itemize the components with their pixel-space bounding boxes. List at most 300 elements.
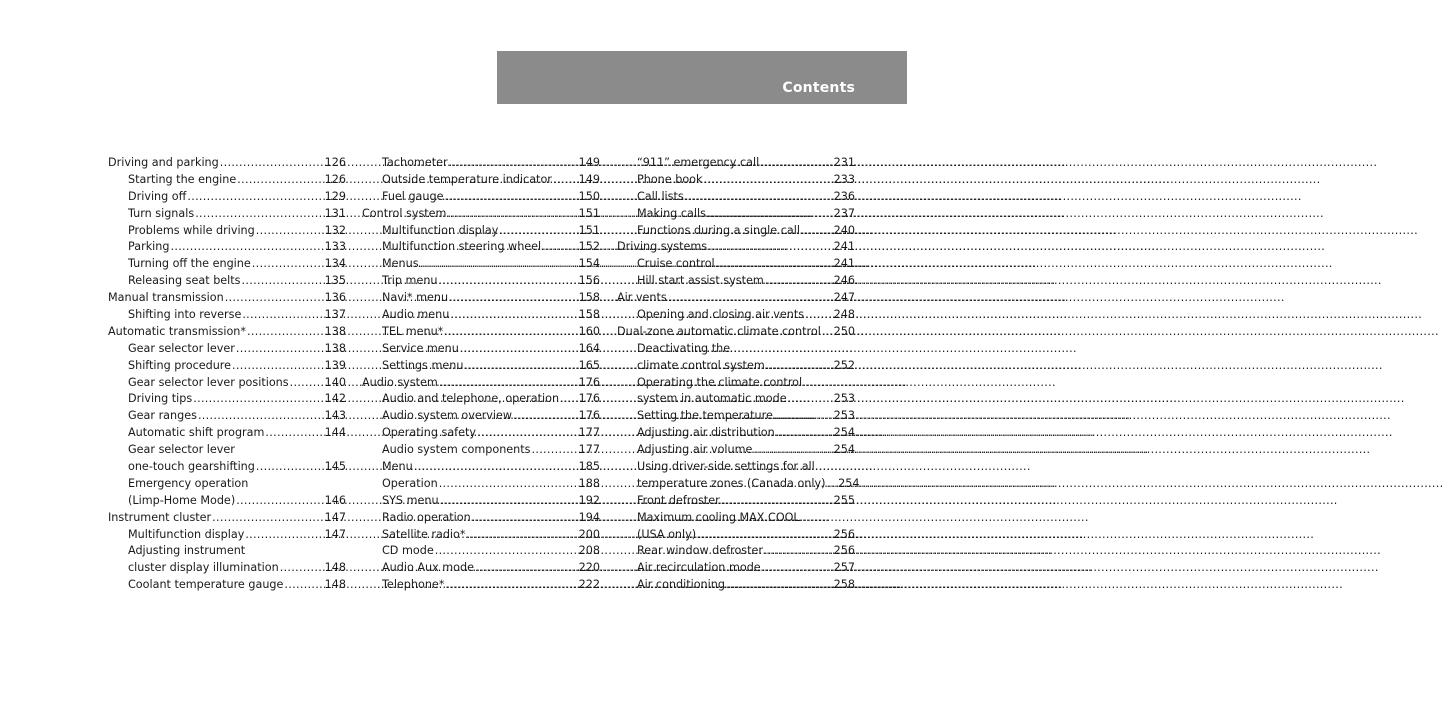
dot-leader	[445, 577, 571, 594]
toc-entry-title: Driving tips	[128, 392, 193, 406]
dot-leader	[439, 375, 571, 392]
toc-entry[interactable]	[617, 324, 855, 341]
toc-entry-page-number: 165	[578, 358, 600, 372]
toc-entry-page-number: 158	[578, 308, 600, 322]
toc-entry-title: Menus	[382, 257, 419, 271]
toc-entry-title: Releasing seat belts	[128, 274, 241, 288]
toc-entry[interactable]	[617, 577, 855, 594]
toc-entry[interactable]	[617, 341, 855, 358]
toc-entry[interactable]	[617, 476, 860, 493]
toc-entry-title: Outside temperature indicator	[382, 172, 552, 186]
dot-leader	[440, 493, 571, 510]
toc-entry-title: Driving off	[128, 189, 187, 203]
toc-entry-title: Settings menu	[382, 358, 464, 372]
dot-leader	[449, 290, 571, 307]
dot-leader	[212, 510, 317, 527]
toc-entry-title: one-touch gearshifting	[128, 460, 255, 474]
toc-entry-title: Air recirculation mode	[637, 561, 761, 575]
dot-leader	[553, 172, 571, 189]
dot-leader	[252, 256, 317, 273]
toc-entry[interactable]	[362, 206, 600, 223]
toc-entry[interactable]	[362, 493, 600, 510]
toc-entry[interactable]	[362, 425, 600, 442]
toc-entry[interactable]	[362, 476, 600, 493]
toc-entry[interactable]	[108, 324, 346, 341]
toc-entry-title: Multifunction display	[128, 527, 245, 541]
toc-entry[interactable]	[617, 375, 855, 392]
toc-entry[interactable]	[362, 459, 600, 476]
dot-leader	[242, 273, 317, 290]
toc-entry[interactable]	[108, 510, 346, 527]
dot-leader	[232, 358, 317, 375]
toc-entry-title: Adjusting instrument	[128, 544, 246, 558]
toc-entry[interactable]	[617, 442, 855, 459]
toc-entry-page-number: 177	[578, 443, 600, 457]
toc-entry-page-number: 140	[324, 375, 346, 389]
toc-entry[interactable]	[362, 172, 600, 189]
toc-entry[interactable]	[362, 375, 600, 392]
toc-entry[interactable]	[617, 256, 855, 273]
toc-entry[interactable]	[362, 527, 600, 544]
toc-entry-page-number: 139	[324, 358, 346, 372]
toc-entry-page-number: 148	[324, 578, 346, 592]
toc-entry[interactable]	[108, 172, 346, 189]
toc-entry[interactable]	[362, 273, 600, 290]
toc-entry-title: Coolant temperature gauge	[128, 578, 284, 592]
toc-entry-page-number: 149	[578, 156, 600, 169]
toc-entry-page-number: 147	[324, 510, 346, 524]
toc-entry-page-number: 129	[324, 189, 346, 203]
toc-entry[interactable]	[617, 206, 855, 223]
toc-entry-title: Operating the climate control	[637, 375, 803, 389]
toc-entry[interactable]	[362, 408, 600, 425]
dot-leader	[477, 425, 571, 442]
toc-entry-page-number: 133	[324, 240, 346, 254]
toc-entry[interactable]	[108, 493, 346, 510]
toc-entry[interactable]	[108, 189, 346, 206]
toc-column-3	[617, 155, 860, 594]
toc-entry-title: Adjusting air volume	[637, 443, 753, 457]
toc-entry-page-number: 250	[833, 324, 855, 338]
toc-entry-title: Maximum cooling MAX COOL	[637, 510, 800, 524]
dot-leader	[236, 493, 317, 510]
toc-entry-page-number: 131	[324, 206, 346, 220]
toc-entry-title: “911” emergency call	[637, 156, 760, 169]
toc-entry-page-number: 126	[324, 156, 346, 169]
toc-entry[interactable]	[362, 290, 600, 307]
dot-leader	[245, 527, 317, 544]
toc-entry-page-number: 137	[324, 308, 346, 322]
dot-leader	[265, 425, 317, 442]
toc-entry-page-number: 240	[833, 223, 855, 237]
toc-entry-title: Instrument cluster	[108, 510, 212, 524]
dot-leader	[280, 560, 317, 577]
toc-entry-page-number: 142	[324, 392, 346, 406]
dot-leader	[187, 189, 317, 206]
toc-entry-page-number: 151	[578, 223, 600, 237]
dot-leader	[290, 375, 317, 392]
toc-entry-page-number: 256	[833, 544, 855, 558]
toc-entry-page-number: 134	[324, 257, 346, 271]
toc-entry-page-number: 236	[833, 189, 855, 203]
toc-entry[interactable]	[108, 358, 346, 375]
toc-entry-page-number: 147	[324, 527, 346, 541]
dot-leader	[449, 155, 571, 172]
toc-entry-page-number: 154	[578, 257, 600, 271]
toc-entry-title: Multifunction display	[382, 223, 499, 237]
dot-leader	[439, 476, 571, 493]
toc-entry-page-number: 145	[324, 460, 346, 474]
toc-entry-page-number: 237	[833, 206, 855, 220]
dot-leader	[247, 324, 317, 341]
toc-entry-page-number: 176	[578, 392, 600, 406]
toc-entry-title: Audio system components	[382, 443, 531, 457]
toc-entry-page-number: 200	[578, 527, 600, 541]
toc-entry-title: Gear selector lever positions	[128, 375, 289, 389]
toc-entry-title: (USA only)	[637, 527, 697, 541]
dot-leader	[708, 239, 826, 256]
dot-leader	[822, 324, 826, 341]
dot-leader	[762, 560, 826, 577]
toc-entry[interactable]	[617, 459, 855, 476]
toc-entry-title: Adjusting air distribution	[637, 426, 775, 440]
toc-entry-page-number: 253	[833, 392, 855, 406]
toc-entry-title: Air conditioning	[637, 578, 725, 592]
dot-leader	[721, 493, 826, 510]
toc-entry-page-number: 152	[578, 240, 600, 254]
toc-entry-page-number: 126	[324, 172, 346, 186]
toc-entry-title: Opening and closing air vents	[637, 308, 805, 322]
toc-entry-title: Navi* menu	[382, 291, 449, 305]
toc-entry-page-number: 192	[578, 493, 600, 507]
toc-entry-page-number: 253	[833, 409, 855, 423]
toc-entry-page-number: 233	[833, 172, 855, 186]
toc-entry[interactable]	[362, 324, 600, 341]
toc-entry-page-number: 194	[578, 510, 600, 524]
dot-leader	[193, 391, 317, 408]
toc-entry[interactable]	[617, 391, 855, 408]
toc-entry-title: Radio operation	[382, 510, 471, 524]
toc-entry-title: Setting the temperature	[637, 409, 773, 423]
toc-entry[interactable]	[362, 358, 600, 375]
toc-entry-title: Menu	[382, 460, 413, 474]
toc-entry-title: Turning off the engine	[128, 257, 251, 271]
toc-entry-page-number: 185	[578, 460, 600, 474]
toc-entry-title: (Limp-Home Mode)	[128, 493, 236, 507]
toc-entry[interactable]	[108, 408, 346, 425]
toc-column-1	[108, 155, 346, 594]
toc-entry-title: Shifting into reverse	[128, 308, 242, 322]
toc-entry[interactable]	[108, 239, 346, 256]
toc-entry-title: Trip menu	[382, 274, 438, 288]
toc-entry[interactable]	[617, 408, 855, 425]
dot-leader	[450, 307, 571, 324]
toc-entry-page-number: 257	[833, 561, 855, 575]
toc-entry-title: Multifunction steering wheel	[382, 240, 542, 254]
dot-leader	[685, 189, 826, 206]
toc-entry[interactable]	[362, 560, 600, 577]
toc-entry-title: Operation	[382, 476, 438, 490]
toc-entry-title: SYS menu	[382, 493, 439, 507]
toc-entry[interactable]	[617, 425, 855, 442]
toc-entry-page-number: 156	[578, 274, 600, 288]
toc-entry-page-number: 177	[578, 426, 600, 440]
toc-entry[interactable]	[362, 239, 600, 256]
toc-entry-title: Operating safety	[382, 426, 477, 440]
dot-leader	[256, 223, 317, 240]
dot-leader	[445, 189, 572, 206]
dot-leader	[707, 206, 826, 223]
dot-leader	[766, 358, 826, 375]
dot-leader	[472, 510, 571, 527]
toc-entry-page-number: 146	[324, 493, 346, 507]
toc-entry-page-number: 241	[833, 240, 855, 254]
toc-entry[interactable]	[108, 273, 346, 290]
toc-entry-page-number: 150	[578, 189, 600, 203]
toc-entry-title: Audio system	[362, 375, 438, 389]
toc-entry[interactable]	[362, 223, 600, 240]
dot-leader	[198, 408, 317, 425]
toc-entry[interactable]	[108, 543, 346, 560]
toc-entry[interactable]	[617, 189, 855, 206]
dot-leader	[236, 341, 317, 358]
toc-entry-page-number: 258	[833, 578, 855, 592]
dot-leader	[242, 307, 317, 324]
toc-entry[interactable]	[617, 510, 855, 527]
toc-entry-title: Satellite radio*	[382, 527, 466, 541]
toc-entry-title: Shifting procedure	[128, 358, 232, 372]
toc-entry[interactable]	[362, 189, 600, 206]
toc-entry[interactable]	[108, 560, 346, 577]
toc-entry-title: climate control system	[637, 358, 765, 372]
toc-entry-page-number: 164	[578, 341, 600, 355]
toc-entry-page-number: 138	[324, 341, 346, 355]
dot-leader	[668, 290, 826, 307]
toc-entry-title: Gear selector lever	[128, 443, 235, 457]
toc-entry-page-number: 158	[578, 291, 600, 305]
toc-entry[interactable]	[617, 560, 855, 577]
dot-leader	[447, 206, 571, 223]
toc-entry[interactable]	[617, 527, 855, 544]
toc-entry[interactable]	[617, 239, 855, 256]
toc-entry[interactable]	[108, 442, 346, 459]
toc-entry-title: Automatic shift program	[128, 426, 265, 440]
dot-leader	[716, 256, 826, 273]
dot-leader	[753, 442, 826, 459]
toc-entry[interactable]	[617, 223, 855, 240]
toc-entry[interactable]	[362, 307, 600, 324]
dot-leader	[560, 391, 571, 408]
dot-leader	[237, 172, 317, 189]
toc-entry-page-number: 138	[324, 324, 346, 338]
toc-entry-page-number: 160	[578, 324, 600, 338]
toc-entry-title: Audio Aux mode	[382, 561, 475, 575]
toc-entry[interactable]	[617, 155, 855, 172]
toc-entry-page-number: 231	[833, 156, 855, 169]
toc-entry-page-number: 252	[833, 358, 855, 372]
toc-entry-title: Rear window defroster	[637, 544, 763, 558]
dot-leader	[284, 577, 317, 594]
toc-entry-title: system in automatic mode	[637, 392, 787, 406]
dot-leader	[760, 155, 826, 172]
dot-leader	[788, 391, 826, 408]
toc-entry-page-number: 247	[833, 291, 855, 305]
toc-entry[interactable]	[108, 290, 346, 307]
dot-leader	[513, 408, 571, 425]
toc-entry-title: CD mode	[382, 544, 434, 558]
toc-entry[interactable]	[362, 155, 600, 172]
toc-entry[interactable]	[362, 391, 600, 408]
toc-entry-title: Gear ranges	[128, 409, 197, 423]
dot-leader	[531, 442, 571, 459]
toc-entry-title: Fuel gauge	[382, 189, 444, 203]
dot-leader	[801, 223, 826, 240]
toc-entry[interactable]	[108, 341, 346, 358]
dot-leader	[225, 290, 317, 307]
toc-entry[interactable]	[362, 341, 600, 358]
toc-entry-title: Turn signals	[128, 206, 195, 220]
toc-entry-title: Air vents	[617, 291, 667, 305]
toc-entry-page-number: 188	[578, 476, 600, 490]
toc-entry[interactable]	[617, 307, 855, 324]
toc-entry[interactable]	[108, 459, 346, 476]
toc-entry-title: Using driver-side settings for all	[637, 460, 815, 474]
toc-entry-title: temperature zones (Canada only)	[637, 476, 826, 490]
dot-leader	[435, 543, 571, 560]
toc-entry-title: Parking	[128, 240, 170, 254]
toc-entry[interactable]	[617, 493, 855, 510]
toc-entry[interactable]	[362, 442, 600, 459]
toc-entry-title: Call lists	[637, 189, 684, 203]
toc-entry-title: Dual-zone automatic climate control	[617, 324, 821, 338]
toc-entry-page-number: 136	[324, 291, 346, 305]
dot-leader	[466, 527, 571, 544]
toc-entry-page-number: 176	[578, 409, 600, 423]
toc-entry[interactable]	[108, 223, 346, 240]
toc-entry-title: Gear selector lever	[128, 341, 235, 355]
toc-entry-title: Problems while driving	[128, 223, 255, 237]
dot-leader	[170, 239, 317, 256]
toc-entry-page-number: 254	[833, 443, 855, 457]
toc-entry-title: Deactivating the	[637, 341, 731, 355]
toc-entry[interactable]	[617, 543, 855, 560]
dot-leader	[703, 172, 826, 189]
dot-leader	[464, 358, 571, 375]
toc-entry[interactable]	[108, 527, 346, 544]
toc-entry[interactable]	[108, 307, 346, 324]
toc-entry-title: Control system	[362, 206, 447, 220]
toc-entry-title: Service menu	[382, 341, 459, 355]
toc-entry-title: Making calls	[637, 206, 706, 220]
toc-entry[interactable]	[617, 273, 855, 290]
dot-leader	[776, 425, 826, 442]
dot-leader	[542, 239, 571, 256]
dot-leader	[697, 527, 826, 544]
toc-entry[interactable]	[362, 577, 600, 594]
dot-leader	[220, 155, 317, 172]
dot-leader	[765, 273, 826, 290]
dot-leader	[764, 543, 826, 560]
toc-entry[interactable]	[362, 510, 600, 527]
toc-entry-page-number: 144	[324, 426, 346, 440]
toc-entry-page-number: 149	[578, 172, 600, 186]
toc-entry-title: Audio menu	[382, 308, 450, 322]
toc-entry[interactable]	[108, 206, 346, 223]
toc-entry-page-number: 208	[578, 544, 600, 558]
dot-leader	[499, 223, 571, 240]
dot-leader	[475, 560, 571, 577]
dot-leader	[805, 307, 826, 324]
toc-entry-title: Hill start assist system	[637, 274, 764, 288]
toc-entry-title: Telephone*	[382, 578, 445, 592]
toc-entry-page-number: 241	[833, 257, 855, 271]
toc-entry-title: Starting the engine	[128, 172, 237, 186]
toc-entry-page-number: 176	[578, 375, 600, 389]
toc-entry[interactable]	[108, 391, 346, 408]
toc-entry-page-number: 256	[833, 527, 855, 541]
dot-leader	[726, 577, 826, 594]
toc-entry-page-number: 151	[578, 206, 600, 220]
dot-leader	[826, 476, 830, 493]
toc-entry-page-number: 222	[578, 578, 600, 592]
toc-entry-page-number: 135	[324, 274, 346, 288]
dot-leader	[460, 341, 571, 358]
toc-entry[interactable]	[362, 543, 600, 560]
toc-entry-page-number: 148	[324, 561, 346, 575]
dot-leader	[195, 206, 317, 223]
toc-column-2	[362, 155, 600, 594]
dot-leader	[256, 459, 317, 476]
toc-entry-title: Tachometer	[382, 156, 448, 169]
toc-entry[interactable]	[617, 358, 855, 375]
toc-entry-title: cluster display illumination	[128, 561, 279, 575]
dot-leader	[420, 256, 571, 273]
toc-entry[interactable]	[108, 476, 346, 493]
toc-entry-title: Phone book	[637, 172, 703, 186]
toc-entry-title: Automatic transmission*	[108, 324, 246, 338]
toc-entry-page-number: 143	[324, 409, 346, 423]
toc-entry-title: Functions during a single call	[637, 223, 800, 237]
toc-entry-page-number: 254	[833, 426, 855, 440]
toc-entry-page-number: 255	[833, 493, 855, 507]
toc-entry-title: Manual transmission	[108, 291, 224, 305]
dot-leader	[774, 408, 826, 425]
toc-entry[interactable]	[108, 155, 346, 172]
dot-leader	[414, 459, 571, 476]
toc-entry-title: Driving and parking	[108, 156, 219, 169]
toc-entry-page-number: 248	[833, 308, 855, 322]
toc-entry-title: Audio system overview	[382, 409, 513, 423]
toc-entry-title: Front defroster	[637, 493, 720, 507]
toc-entry[interactable]	[108, 375, 346, 392]
page-title: Contents	[782, 80, 855, 96]
dot-leader	[439, 273, 571, 290]
toc-entry[interactable]	[108, 256, 346, 273]
toc-entry-title: TEL menu*	[382, 324, 444, 338]
toc-entry-page-number: 246	[833, 274, 855, 288]
header-band	[497, 51, 907, 104]
toc-entry-title: Driving systems	[617, 240, 708, 254]
toc-entry[interactable]	[108, 577, 346, 594]
toc-entry[interactable]	[108, 425, 346, 442]
toc-entry-page-number: 254	[838, 476, 860, 490]
toc-entry[interactable]	[362, 256, 600, 273]
toc-entry[interactable]	[617, 290, 855, 307]
toc-entry[interactable]	[617, 172, 855, 189]
toc-entry-title: Cruise control	[637, 257, 715, 271]
dot-leader	[444, 324, 571, 341]
toc-entry-page-number: 132	[324, 223, 346, 237]
